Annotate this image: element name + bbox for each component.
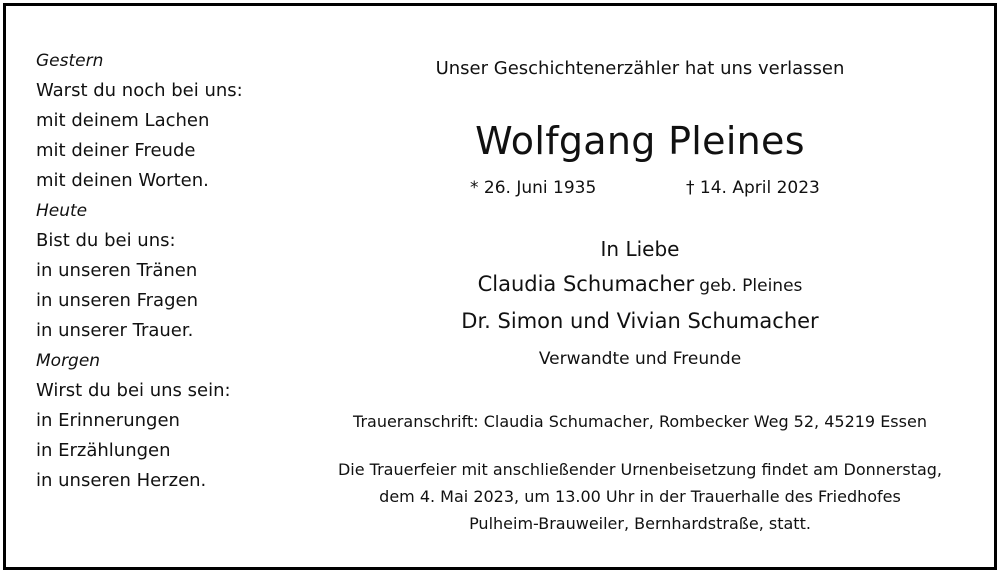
- mourner-relatives: Verwandte und Freunde: [538, 349, 742, 369]
- mourner-name: Claudia Schumacher: [477, 272, 695, 296]
- death-date: † 14. April 2023: [686, 178, 820, 198]
- poem-line: mit deinen Worten.: [36, 170, 209, 191]
- poem-line: in unseren Fragen: [36, 290, 198, 311]
- poem-section-yesterday: [36, 46, 336, 196]
- poem-line: Wirst du bei uns sein:: [36, 380, 231, 401]
- poem-line: mit deinem Lachen: [36, 110, 210, 131]
- maiden-name-note: geb. Pleines: [699, 276, 803, 296]
- funeral-info: [330, 456, 950, 537]
- poem-section-today: [36, 196, 336, 346]
- poem-line: in unserer Trauer.: [36, 320, 194, 341]
- deceased-name: Wolfgang Pleines: [475, 119, 805, 163]
- poem-line: Bist du bei uns:: [36, 230, 176, 251]
- poem-line: Warst du noch bei uns:: [36, 80, 243, 101]
- mourner-simon-vivian: Dr. Simon und Vivian Schumacher: [461, 309, 819, 333]
- poem-line: in unseren Tränen: [36, 260, 198, 281]
- funeral-line: dem 4. Mai 2023, um 13.00 Uhr in der Trauerhalle des Friedhofes: [379, 487, 901, 506]
- poem-line: in unseren Herzen.: [36, 470, 207, 491]
- poem-line: in Erzählungen: [36, 440, 171, 461]
- poem-section-tomorrow: [36, 346, 336, 496]
- intro-text: Unser Geschichtenerzähler hat uns verlassen: [435, 58, 845, 79]
- mourner-claudia: [330, 268, 950, 302]
- in-love-text: In Liebe: [600, 237, 680, 261]
- poem-heading: Gestern: [36, 51, 104, 71]
- poem-line: mit deiner Freude: [36, 140, 196, 161]
- poem-heading: Morgen: [36, 351, 101, 371]
- poem-line: in Erinnerungen: [36, 410, 180, 431]
- funeral-line: Die Trauerfeier mit anschließender Urnenbeisetzung findet am Donnerstag,: [337, 460, 943, 479]
- poem: [36, 46, 336, 496]
- poem-heading: Heute: [36, 201, 88, 221]
- birth-date: * 26. Juni 1935: [470, 178, 597, 198]
- mourning-address: Traueranschrift: Claudia Schumacher, Rombecker Weg 52, 45219 Essen: [353, 412, 927, 431]
- funeral-line: Pulheim-Brauweiler, Bernhardstraße, statt.: [469, 514, 811, 533]
